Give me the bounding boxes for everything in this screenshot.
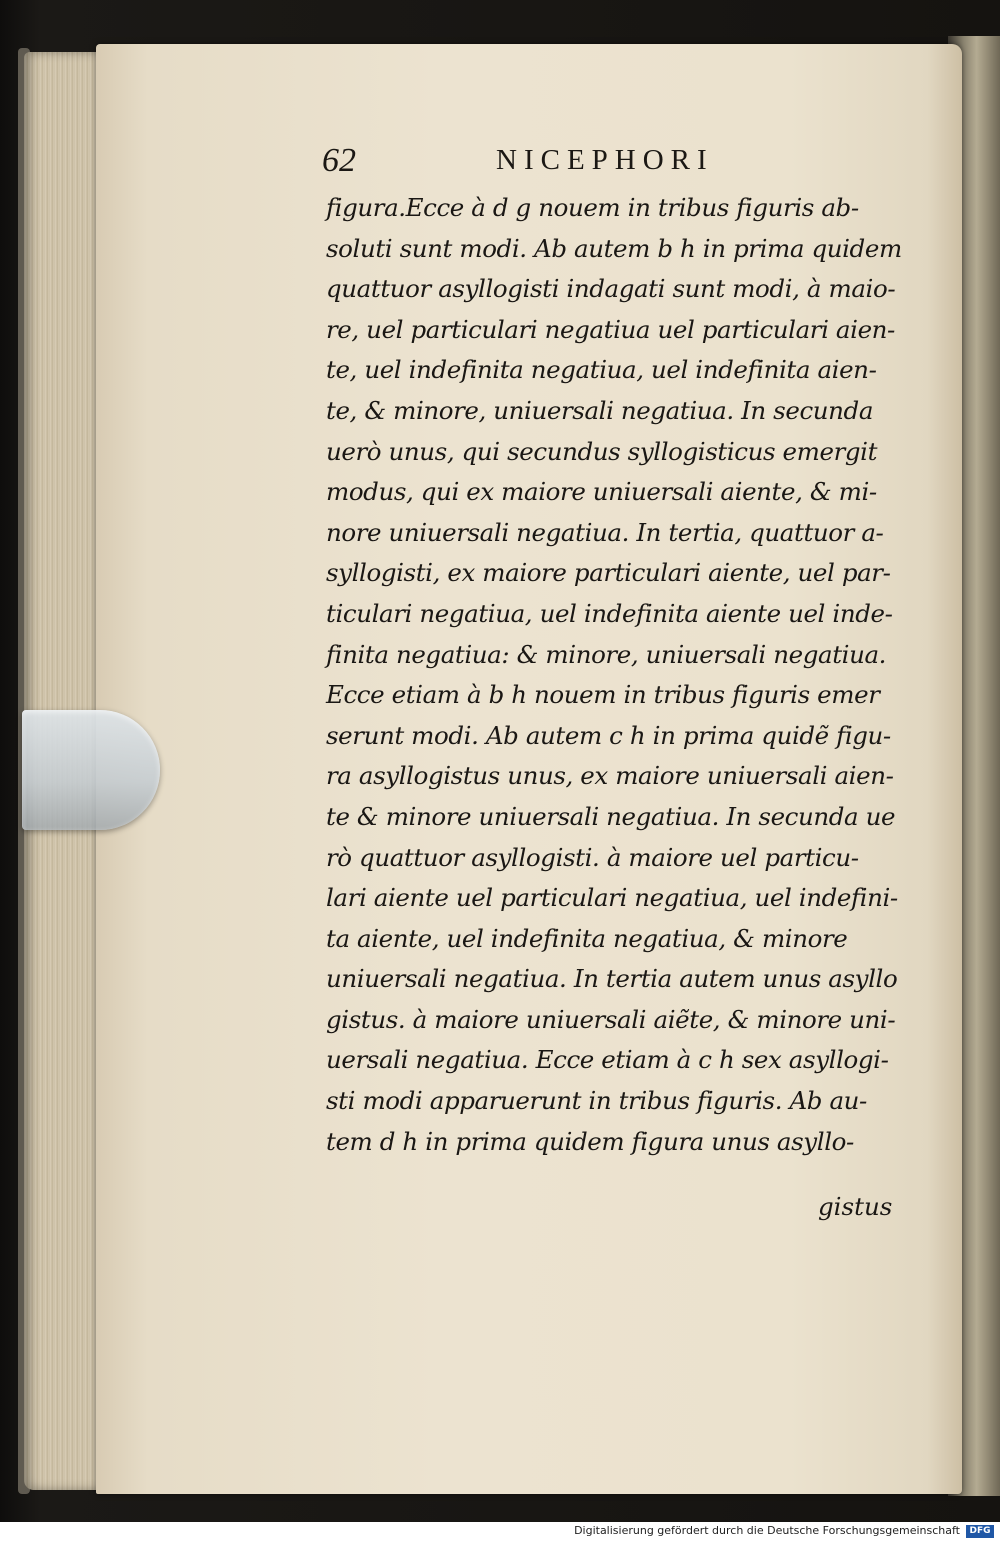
page-header bbox=[322, 138, 842, 186]
text-line: sti modi apparuerunt in tribus figuris. Ab au- bbox=[326, 1086, 867, 1116]
text-line: uerò unus, qui secundus syllogisticus emergit bbox=[326, 436, 878, 466]
text-line: modus, qui ex maiore uniuersali aiente, & mi- bbox=[326, 477, 877, 507]
text-line: ra asyllogistus unus, ex maiore uniuersali aien- bbox=[326, 761, 894, 791]
text-line: soluti sunt modi. Ab autem b h in prima quidem bbox=[326, 233, 902, 263]
text-line: serunt modi. Ab autem c h in prima quidẽ figu- bbox=[326, 720, 891, 750]
text-line: quattuor asyllogisti indagati sunt modi, à maio- bbox=[326, 274, 896, 304]
text-line: syllogisti, ex maiore particulari aiente, uel par- bbox=[326, 558, 891, 588]
body-text bbox=[326, 188, 926, 1162]
text-line: lari aiente uel particulari negatiua, uel indefini- bbox=[326, 883, 898, 913]
text-line: figura.Ecce à d g nouem in tribus figuris ab- bbox=[326, 193, 859, 222]
text-line: re, uel particulari negatiua uel particulari aien- bbox=[326, 314, 895, 344]
text-line: te, & minore, uniuersali negatiua. In secunda bbox=[326, 395, 874, 425]
text-line: te & minore uniuersali negatiua. In secunda ue bbox=[326, 801, 896, 831]
text-line: uniuersali negatiua. In tertia autem unus asyllo bbox=[326, 964, 898, 994]
text-line: te, uel indefinita negatiua, uel indefinita aien- bbox=[326, 355, 877, 385]
text-line: finita negatiua: & minore, uniuersali negatiua. bbox=[326, 639, 887, 669]
text-line: ta aiente, uel indefinita negatiua, & minore bbox=[326, 923, 848, 953]
text-line: rò quattuor asyllogisti. à maiore uel particu- bbox=[326, 842, 859, 872]
footer-bar bbox=[0, 1522, 1000, 1541]
dfg-logo: DFG bbox=[966, 1525, 994, 1538]
text-line: uersali negatiua. Ecce etiam à c h sex asyllogi- bbox=[326, 1045, 889, 1075]
text-line: nore uniuersali negatiua. In tertia, quattuor a- bbox=[326, 517, 884, 547]
text-line: Ecce etiam à b h nouem in tribus figuris emer bbox=[326, 680, 880, 710]
text-line: tem d h in prima quidem figura unus asyllo- bbox=[326, 1126, 854, 1156]
text-line: ticulari negatiua, uel indefinita aiente uel inde- bbox=[326, 598, 893, 628]
text-line: gistus. à maiore uniuersali aiẽte, & minore uni- bbox=[326, 1004, 896, 1034]
book-clip bbox=[22, 710, 160, 830]
page-number: 62 bbox=[322, 142, 356, 179]
running-head: NICEPHORI bbox=[496, 144, 714, 176]
footer-credit: Digitalisierung gefördert durch die Deutsche Forschungsgemeinschaft bbox=[574, 1524, 960, 1537]
catchword: gistus bbox=[818, 1192, 893, 1221]
